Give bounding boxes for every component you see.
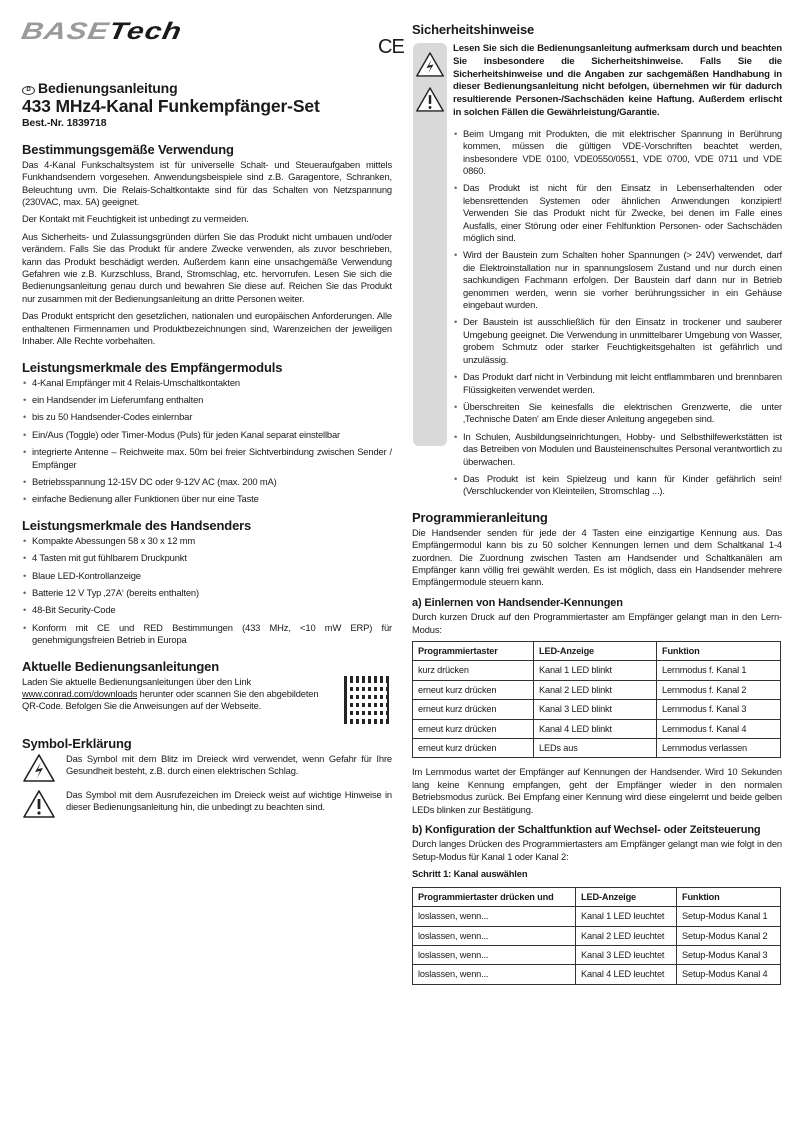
column-header: Funktion [657,642,781,661]
section-heading: Sicherheitshinweise [412,22,535,37]
list-item: • Beim Umgang mit Produkten, die mit elektrischer Spannung in Berührung kommen, müssen die gültigen VDE-Vorschriften beachtet werden, insbesondere VDE 0100, VDE0550/0551, VDE 0700, VDE 0711 und VDE 0860. [453,128,782,178]
step-heading: Schritt 1: Kanal auswählen [412,868,528,880]
table-row [413,945,781,964]
section-heading: Leistungsmerkmale des Handsenders [22,517,252,533]
list-item: • einfache Bedienung aller Funktionen über nur eine Taste [22,493,392,505]
cell: Kanal 1 LED blinkt [534,661,657,680]
exclamation-warning-icon [22,789,56,819]
left-column [22,82,392,831]
list-item: • Batterie 12 V Typ ‚27A‘ (bereits enthalten) [22,587,392,599]
table-row [413,965,781,984]
subsection-heading: a) Einlernen von Handsender-Kennungen [412,596,623,609]
symbol-item [22,789,392,819]
doc-type [22,82,392,95]
list-item: • Das Produkt darf nicht in Verbindung mit leicht entflammbaren und brennbaren Flüssigkeiten verwendet werden. [453,371,782,396]
cell: erneut kurz drücken [413,739,534,758]
table-row [413,700,781,719]
logo-base: BASE [19,18,112,45]
safety-section [412,43,782,498]
table-row [413,907,781,926]
list-item: • bis zu 50 Handsender-Codes einlernbar [22,411,392,423]
cell: Kanal 2 LED blinkt [534,680,657,699]
cell: Lernmodus verlassen [657,739,781,758]
section-heading: Aktuelle Bedienungsanleitungen [22,658,220,674]
setup-mode-table [412,887,781,985]
item-number: Best.-Nr. 1839718 [22,117,107,130]
language-de-icon: D [22,86,35,95]
lightning-warning-icon [22,753,56,783]
cell: Setup-Modus Kanal 1 [677,907,781,926]
programming-section [412,510,782,985]
table-row [413,719,781,738]
symbols-section [22,736,392,819]
table-row [413,661,781,680]
ce-mark: CE [378,36,404,58]
list-item: • Konform mit CE und RED Bestimmungen (433 MHz, <10 mW ERP) für genehmigungsfreien Betrieb in Europa [22,622,392,647]
cell: Kanal 1 LED leuchtet [576,907,677,926]
cell: loslassen, wenn... [413,965,576,984]
manuals-text: Laden Sie aktuelle Bedienungsanleitungen über den Link [22,675,252,687]
list-item: • Der Baustein ist ausschließlich für den Einsatz in trockener und sauberer Umgebung geeignet. Die Verwendung in unmittelbarer Umgebung von Wasser, grobem Schmutz oder starker Feuchtigkeitsgehalten ist gefährlich und unzulässig. [453,316,782,366]
cell: loslassen, wenn... [413,907,576,926]
paragraph: Durch kurzen Druck auf den Programmiertaster am Empfänger gelangt man in den Lern-Modus: [412,611,782,635]
downloads-link[interactable]: www.conrad.com/downloads [22,688,138,699]
manuals-text: herunter oder scannen Sie den abgebildeten QR-Code. Befolgen Sie die Anweisungen auf der Webseite. [22,688,319,712]
cell: Lernmodus f. Kanal 4 [657,719,781,738]
paragraph: Aus Sicherheits- und Zulassungsgründen dürfen Sie das Produkt nicht umbauen und/oder verändern. Falls Sie das Produkt für andere Zwecke verwenden, als zuvor beschrieben, kann das Produkt beschädigt werden. Außerdem kann eine unsachgemäße Verwendung Gefahren wie z.B. Kurzschluss, Brand, Stromschlag, etc. hervorrufen. Lesen Sie sich die Bedienungsanleitung genau durch und bewahren Sie diese auf. Reichen Sie das Produkt nur zusammen mit der Bedienungsanleitung an dritte Personen weiter. [22,230,392,304]
cell: Kanal 4 LED leuchtet [576,965,677,984]
list-item: • ein Handsender im Lieferumfang enthalten [22,394,392,406]
cell: Kanal 2 LED leuchtet [576,926,677,945]
cell: loslassen, wenn... [413,926,576,945]
list-item: • 4-Kanal Empfänger mit 4 Relais-Umschaltkontakten [22,377,392,389]
safety-intro: Lesen Sie sich die Bedienungsanleitung aufmerksam durch und beachten Sie insbesondere die Sicherheitshinweise. Falls Sie die Sicherheitshinweise und die Angaben zur sachgemäßen Handhabung in dieser Bedienungsanleitung nicht befolgen, übernehmen wir für dadurch resultierende Personen-/Sachschäden keine Haftung. Außerdem erlischt in solchen Fällen die Gewährleistung/Garantie. [453,43,782,118]
symbol-text: Das Symbol mit dem Ausrufezeichen im Dreieck weist auf wichtige Hinweise in dieser Bedienungsanleitung hin, die unbedingt zu beachten sind. [66,788,392,812]
list-item: • Betriebsspannung 12-15V DC oder 9-12V AC (max. 200 mA) [22,476,392,488]
symbol-item [22,753,392,783]
usage-section [22,142,392,348]
cell: Kanal 3 LED leuchtet [576,945,677,964]
list-item: • integrierte Antenne – Reichweite max. 50m bei freier Sichtverbindung zwischen Sender / Empfänger [22,446,392,471]
lightning-warning-icon [415,51,445,78]
column-header: LED-Anzeige [576,887,677,906]
section-heading: Bestimmungsgemäße Verwendung [22,141,234,157]
basetech-logo [19,18,184,45]
section-heading: Programmieranleitung [412,509,548,525]
column-header: Funktion [677,887,781,906]
cell: Setup-Modus Kanal 3 [677,945,781,964]
cell: Setup-Modus Kanal 2 [677,926,781,945]
cell: Kanal 4 LED blinkt [534,719,657,738]
symbol-text: Das Symbol mit dem Blitz im Dreieck wird verwendet, wenn Gefahr für Ihre Gesundheit besteht, z.B. durch einen elektrischen Schlag. [66,752,392,776]
column-header: LED-Anzeige [534,642,657,661]
manuals-section [22,659,392,724]
list-item: • 4 Tasten mit gut fühlbarem Druckpunkt [22,552,392,564]
doc-type-label: Bedienungsanleitung [38,80,178,96]
list-item: • Das Produkt ist nicht für den Einsatz in Lebenserhaltenden oder lebensrettenden Systemen oder ähnlichen Anwendungen konzipiert! Verwenden Sie das Produkt nicht für Zwecke, bei denen im Falle eines Ausfalls, einer Störung oder einer Fehlfunktion Personen- oder Sachschäden möglich sind. [453,182,782,244]
list-item: • Blaue LED-Kontrollanzeige [22,570,392,582]
paragraph: Das 4-Kanal Funkschaltsystem ist für universelle Schalt- und Steueraufgaben mittels Funkhandsendern vorgesehen. Anwendungsbeispiele sind z.B. Garagentore, Schranken, Beleuchtung uvm. Die Relais-Schaltkontakte sind für das Schalten von Netzspannung (230VAC, max. 5A) geeignet. [22,158,392,208]
list-item: • Das Produkt ist kein Spielzeug und kann für Kinder gefährlich sein! (Verschluckender von Kleinteilen, Stromschlag ...). [453,473,782,498]
learn-mode-table [412,641,781,758]
paragraph: Der Kontakt mit Feuchtigkeit ist unbedingt zu vermeiden. [22,213,249,225]
cell: kurz drücken [413,661,534,680]
list-item: • In Schulen, Ausbildungseinrichtungen, Hobby- und Selbsthilfewerkstätten ist das Betreiben von Modulen und Bausteinenschultes Personal verantwortlich zu überwachen. [453,431,782,468]
cell: erneut kurz drücken [413,700,534,719]
paragraph: Durch langes Drücken des Programmiertasters am Empfänger gelangt man wie folgt in den Setup-Modus für Kanal 1 oder Kanal 2: [412,838,782,862]
cell: LEDs aus [534,739,657,758]
right-column [412,22,782,993]
column-header: Programmiertaster [413,642,534,661]
paragraph: Im Lernmodus wartet der Empfänger auf Kennungen der Handsender. Wird 10 Sekunden lang keine Kennung empfangen, geht der Empfänger wieder in den normalen Betriebsmodus zurück. Bei Empfang einer Kennung wird diese eingelernt und beide gelben LEDs blinken zur Bestätigung. [412,766,782,815]
list-item: • Kompakte Abessungen 58 x 30 x 12 mm [22,535,392,547]
paragraph: Die Handsender senden für jede der 4 Tasten eine einzigartige Kennung aus. Das Empfängermodul kann bis zu 50 solcher Kennungen lernen und dem Schaltkanal 1-4 zuordnen. Die Zuordnung zwischen Tasten am Handsender und Schaltkanälen am Empfänger kann völlig frei gewählt werden. Es ist möglich, dass ein Handsender mehrere Empfängermodule steuern kann. [412,526,782,588]
subsection-heading: b) Konfiguration der Schaltfunktion auf Wechsel- oder Zeitsteuerung [412,824,761,837]
table-row [413,739,781,758]
transmitter-features [22,518,392,647]
logo-tech: Tech [106,18,185,45]
list-item: • Wird der Baustein zum Schalten hoher Spannungen (> 24V) verwendet, darf die Elektroinstallation nur in spannungslosem Zustand und nur durch einen sachkundigen Fachmann erfolgen. Der Baustein darf dann nur in Betrieb genommen werden, wenn sie vorher berührungssicher in ein Gehäuse eingebaut wurden. [453,249,782,311]
table-row [413,680,781,699]
table-row [413,926,781,945]
product-title: 433 MHz4-Kanal Funkempfänger-Set [22,96,320,116]
cell: Setup-Modus Kanal 4 [677,965,781,984]
cell: loslassen, wenn... [413,945,576,964]
cell: erneut kurz drücken [413,680,534,699]
paragraph: Das Produkt entspricht den gesetzlichen, nationalen und europäischen Anforderungen. Alle enthaltenen Firmennamen und Produktbezeichnungen sind, Warenzeichen der jeweiligen Inhaber. Alle Rechte vorbehalten. [22,310,392,347]
section-heading: Leistungsmerkmale des Empfängermoduls [22,359,283,375]
list-item: • 48-Bit Security-Code [22,604,392,616]
cell: erneut kurz drücken [413,719,534,738]
cell: Kanal 3 LED blinkt [534,700,657,719]
qr-code [344,676,392,724]
column-header: Programmiertaster drücken und [413,887,576,906]
safety-sidebar [413,43,447,446]
receiver-features [22,360,392,506]
list-item: • Ein/Aus (Toggle) oder Timer-Modus (Puls) für jeden Kanal separat einstellbar [22,429,392,441]
exclamation-warning-icon [415,86,445,113]
list-item: • Überschreiten Sie keinesfalls die elektrischen Grenzwerte, die unter ‚Technische Daten‘ am Ende dieser Anleitung angegeben sind. [453,401,782,426]
cell: Lernmodus f. Kanal 2 [657,680,781,699]
cell: Lernmodus f. Kanal 1 [657,661,781,680]
cell: Lernmodus f. Kanal 3 [657,700,781,719]
section-heading: Symbol-Erklärung [22,735,132,751]
